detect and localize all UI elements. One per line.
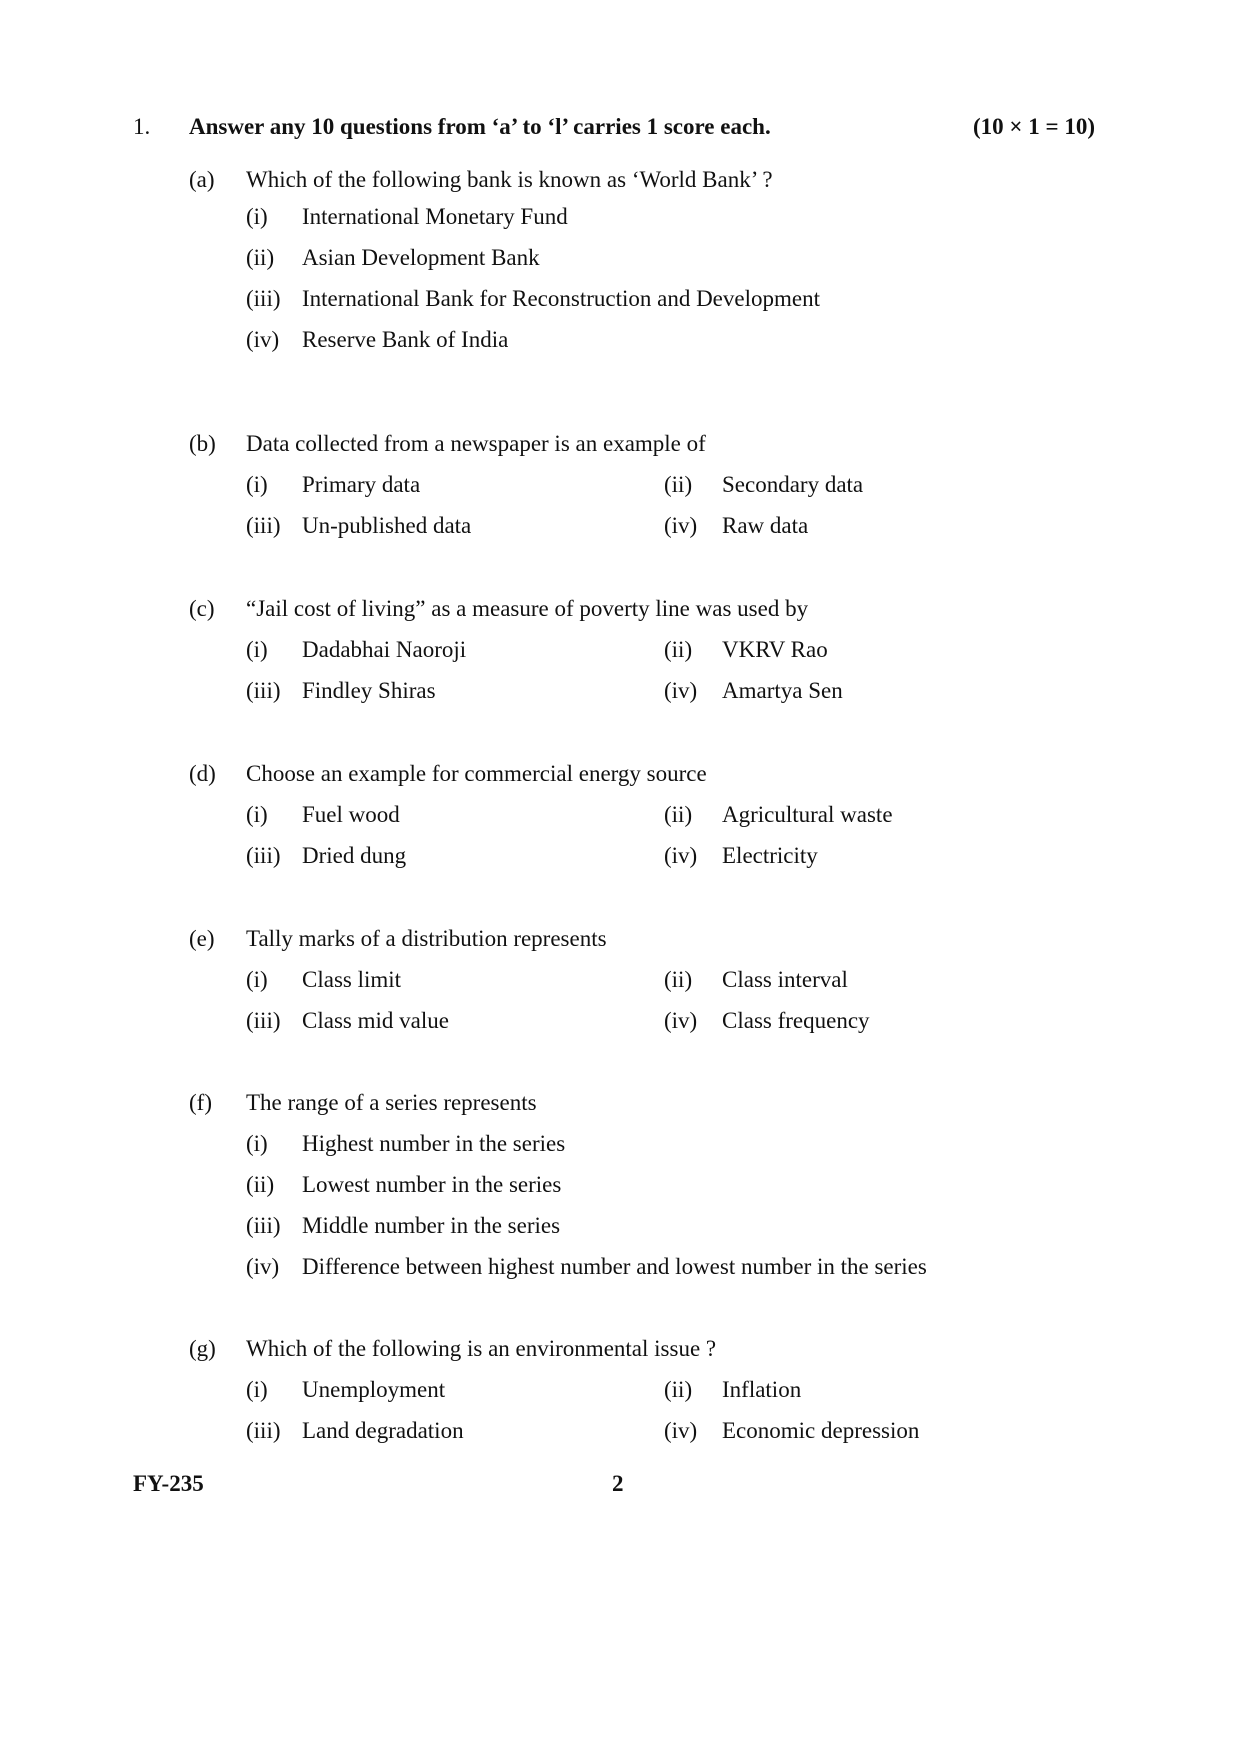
- option-text: VKRV Rao: [722, 637, 828, 662]
- marks-allocation: (10 × 1 = 10): [973, 114, 1096, 139]
- option-number: (iii): [246, 513, 281, 538]
- option-number: (i): [246, 1377, 268, 1402]
- option-text: Agricultural waste: [722, 802, 893, 827]
- option-text: Economic depression: [722, 1418, 920, 1443]
- option-text: Findley Shiras: [302, 678, 436, 703]
- option-text: Asian Development Bank: [302, 245, 540, 270]
- paper-code: FY-235: [133, 1471, 204, 1496]
- option-text: International Monetary Fund: [302, 204, 568, 229]
- option-number: (iv): [664, 843, 698, 868]
- option-text: Secondary data: [722, 472, 864, 497]
- option-number: (ii): [664, 472, 693, 497]
- option-text: Land degradation: [302, 1418, 464, 1443]
- option-number: (iv): [246, 1254, 280, 1279]
- option-number: (i): [246, 802, 268, 827]
- option-text: Amartya Sen: [722, 678, 843, 703]
- option-number: (i): [246, 637, 268, 662]
- option-text: Raw data: [722, 513, 809, 538]
- question-letter: (a): [189, 167, 215, 192]
- option-text: Class frequency: [722, 1008, 870, 1033]
- question-letter: (c): [189, 596, 215, 621]
- question-letter: (g): [189, 1336, 216, 1361]
- option-number: (i): [246, 204, 268, 229]
- question-text: Tally marks of a distribution represents: [246, 926, 607, 951]
- option-number: (iii): [246, 1008, 281, 1033]
- option-text: Inflation: [722, 1377, 802, 1402]
- option-number: (i): [246, 1131, 268, 1156]
- question-number: 1.: [133, 114, 151, 139]
- option-number: (iii): [246, 286, 281, 311]
- option-text: Difference between highest number and lowest number in the series: [302, 1254, 927, 1279]
- question-letter: (f): [189, 1090, 212, 1115]
- option-number: (iii): [246, 1213, 281, 1238]
- option-text: Class mid value: [302, 1008, 449, 1033]
- question-text: The range of a series represents: [246, 1090, 537, 1115]
- option-text: Lowest number in the series: [302, 1172, 562, 1197]
- option-number: (iii): [246, 843, 281, 868]
- page-number: 2: [612, 1471, 624, 1496]
- option-number: (iii): [246, 678, 281, 703]
- option-text: Electricity: [722, 843, 818, 868]
- option-number: (iv): [246, 327, 280, 352]
- option-text: Unemployment: [302, 1377, 446, 1402]
- option-number: (iii): [246, 1418, 281, 1443]
- option-number: (iv): [664, 513, 698, 538]
- option-text: International Bank for Reconstruction and Development: [302, 286, 820, 311]
- question-instruction: Answer any 10 questions from ‘a’ to ‘l’ carries 1 score each.: [189, 114, 771, 139]
- question-text: Data collected from a newspaper is an example of: [246, 431, 706, 456]
- option-text: Class limit: [302, 967, 402, 992]
- option-text: Dadabhai Naoroji: [302, 637, 467, 662]
- option-text: Highest number in the series: [302, 1131, 566, 1156]
- option-text: Middle number in the series: [302, 1213, 561, 1238]
- question-letter: (d): [189, 761, 216, 786]
- question-text: Which of the following bank is known as ‘World Bank’ ?: [246, 167, 773, 192]
- option-text: Class interval: [722, 967, 848, 992]
- question-text: “Jail cost of living” as a measure of poverty line was used by: [246, 596, 809, 621]
- question-text: Choose an example for commercial energy source: [246, 761, 707, 786]
- option-number: (iv): [664, 1418, 698, 1443]
- option-text: Reserve Bank of India: [302, 327, 509, 352]
- option-number: (ii): [246, 245, 275, 270]
- option-number: (ii): [664, 967, 693, 992]
- option-text: Fuel wood: [302, 802, 400, 827]
- option-number: (ii): [664, 1377, 693, 1402]
- option-number: (iv): [664, 1008, 698, 1033]
- option-number: (ii): [246, 1172, 275, 1197]
- option-text: Primary data: [302, 472, 421, 497]
- option-number: (ii): [664, 637, 693, 662]
- option-number: (iv): [664, 678, 698, 703]
- question-letter: (e): [189, 926, 215, 951]
- option-text: Un-published data: [302, 513, 472, 538]
- option-number: (i): [246, 472, 268, 497]
- question-text: Which of the following is an environmental issue ?: [246, 1336, 717, 1361]
- question-letter: (b): [189, 431, 216, 456]
- option-text: Dried dung: [302, 843, 407, 868]
- option-number: (i): [246, 967, 268, 992]
- option-number: (ii): [664, 802, 693, 827]
